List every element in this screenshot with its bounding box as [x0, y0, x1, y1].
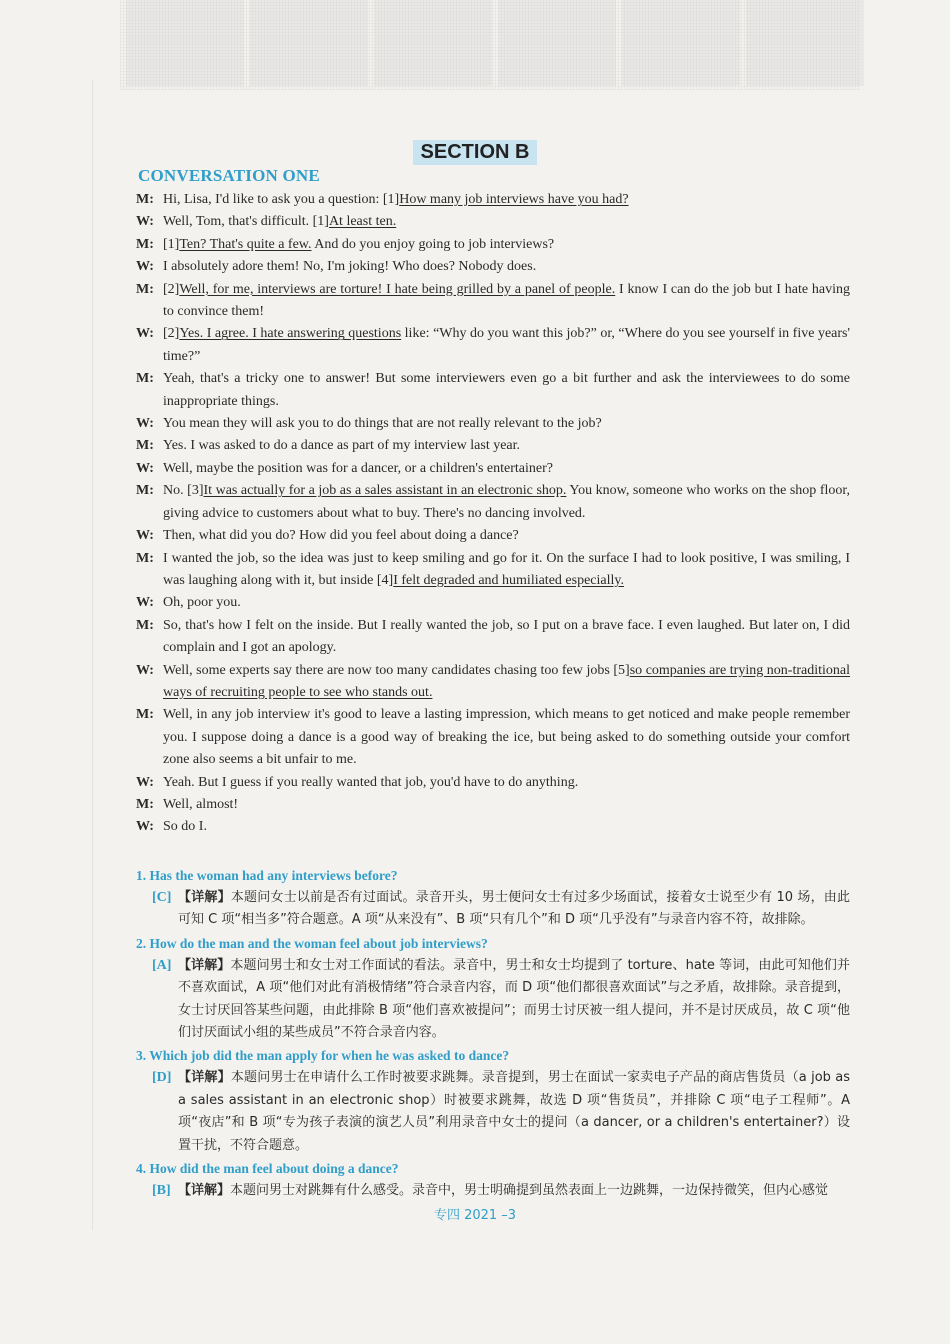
speaker-label: M: — [136, 438, 154, 454]
dialogue-line — [136, 435, 850, 457]
dialogue-text — [163, 480, 850, 525]
speaker-label: M: — [136, 281, 154, 297]
underlined-answer-text: How many job interviews have you had? — [399, 192, 629, 207]
dialogue-segment: Yeah, that's a tricky one to answer! But some interviewers even go a bit further and ask the interviewees to do some inappropriate things. — [163, 371, 850, 409]
dialogue-line — [136, 480, 850, 525]
dialogue-line — [136, 279, 850, 324]
question-text: 2. How do the man and the woman feel about job interviews? — [136, 935, 488, 951]
dialogue-segment: like: “Why do you want this job?” or, “Where do you see yourself in five years' time?” — [163, 326, 851, 364]
answer-letter: [A] — [152, 957, 172, 973]
dialogue-text — [163, 548, 850, 593]
dialogue-line — [136, 794, 850, 816]
dialogue-line — [136, 189, 850, 211]
conversation-title: CONVERSATION ONE — [138, 166, 320, 185]
dialogue-line — [136, 615, 850, 660]
dialogue-segment: Oh, poor you. — [163, 595, 241, 611]
explanation-body: 本题问女士以前是否有过面试。录音开头，男士便问女士有过多少场面试，接着女士说至少有 10 场，由此可知 C 项“相当多”符合题意。A 项“从来没有”、B 项“只有几个”和 D 项“几乎没有”与录音内容不符，故排除。 — [178, 890, 850, 928]
dialogue-text — [163, 256, 850, 278]
dialogue-segment: [1] — [163, 236, 180, 252]
dialogue-text — [163, 704, 850, 771]
dialogue-segment: Well, in any job interview it's good to leave a lasting impression, which means to get noticed and make people remember you. I suppose doing a dance is a good way of breaking the ice, but being asked to do something outside your comfort zone also seems a bit unfair to me. — [163, 707, 850, 768]
dialogue-text — [163, 368, 850, 413]
dialogue-segment: Well, maybe the position was for a dancer, or a children's entertainer? — [163, 460, 553, 476]
question-text: 1. Has the woman had any interviews before? — [136, 868, 398, 883]
speaker-label: M: — [136, 796, 154, 812]
explanation-body: 本题问男士和女士对工作面试的看法。录音中，男士和女士均提到了 torture、hate 等词，由此可知他们并不喜欢面试，A 项“他们对此有消极情绪”符合录音内容，而 D 项“他们都很喜欢面试”与之矛盾，故排除。录音提到，女士讨厌回答某些问题，由此排除 B 项“他们喜欢被提问”；而男士讨厌被一组人提问，并不是讨厌成员，故 C 项“他们讨厌面试小组的某些成员”不符合录音内容。 — [178, 957, 850, 1041]
speaker-label: W: — [136, 774, 154, 790]
dialogue-segment: Well, almost! — [163, 796, 239, 812]
dialogue-line — [136, 368, 850, 413]
underlined-answer-text: It was actually for a job as a sales assistant in an electronic shop. — [203, 483, 567, 499]
page-footer: 专四 2021 –3 — [433, 1208, 517, 1223]
dialogue-line — [136, 234, 850, 256]
speaker-label: W: — [136, 528, 154, 544]
conversation-transcript — [136, 189, 850, 839]
dialogue-line — [136, 211, 850, 233]
explanation-text — [178, 955, 850, 1045]
explanation-tag: 【详解】 — [178, 957, 231, 973]
dialogue-text — [163, 234, 850, 256]
speaker-label: M: — [136, 483, 154, 499]
dialogue-text — [163, 458, 850, 480]
explanation-tag: 【详解】 — [178, 1070, 231, 1086]
section-title: SECTION B — [0, 140, 950, 165]
dialogue-line — [136, 413, 850, 435]
dialogue-segment: I know I can do the job but I hate having to convince them! — [163, 281, 850, 320]
dialogue-text — [163, 816, 850, 838]
dialogue-line — [136, 704, 850, 771]
dialogue-segment: No. [3] — [163, 483, 204, 499]
dialogue-text — [163, 279, 850, 324]
answer-explanation — [136, 1180, 850, 1202]
dialogue-line — [136, 525, 850, 547]
dialogue-line — [136, 256, 850, 278]
dialogue-text — [163, 794, 850, 816]
dialogue-line — [136, 660, 850, 705]
dialogue-segment: You know, someone who works on the shop floor, giving advice to customers about what to buy. There's no dancing involved. — [163, 483, 850, 521]
explanation-text — [178, 1180, 850, 1202]
underlined-answer-text: Well, for me, interviews are torture! I hate being grilled by a panel of people. — [179, 281, 616, 297]
speaker-label: W: — [136, 460, 154, 476]
underlined-answer-text: At least ten. — [328, 214, 397, 230]
dialogue-text — [163, 413, 850, 435]
dialogue-text — [163, 323, 850, 368]
speaker-label: W: — [136, 259, 154, 275]
explanation-text — [178, 887, 850, 932]
dialogue-text — [163, 211, 850, 233]
dialogue-segment: Yes. I was asked to do a dance as part of my interview last year. — [163, 438, 521, 454]
speaker-label: W: — [136, 214, 154, 230]
speaker-label: M: — [136, 550, 154, 566]
answer-letter: [D] — [152, 1070, 172, 1086]
explanation-body: 本题问男士在申请什么工作时被要求跳舞。录音提到，男士在面试一家卖电子产品的商店售货员（a job as a sales assistant in an electronic shop）时被要求跳舞，故选 D 项“售货员”，并排除 C 项“电子工程师”。A 项“夜店”和 B 项“专为孩子表演的演艺人员”利用录音中女士的提问（a dancer, or a children's entertainer?）设置干扰，不符合题意。 — [178, 1070, 850, 1153]
speaker-label: W: — [136, 416, 154, 432]
dialogue-segment: You mean they will ask you to do things that are not really relevant to the job? — [163, 416, 602, 432]
underlined-answer-text: I felt degraded and humiliated especially. — [393, 572, 624, 588]
dialogue-line — [136, 323, 850, 368]
question-list — [136, 864, 850, 1202]
dialogue-text — [163, 525, 850, 547]
explanation-text — [178, 1067, 850, 1157]
speaker-label: M: — [136, 617, 154, 633]
explanation-body: 本题问男士对跳舞有什么感受。录音中，男士明确提到虽然表面上一边跳舞，一边保持微笑，但内心感觉 — [230, 1183, 829, 1199]
dialogue-segment: Yeah. But I guess if you really wanted that job, you'd have to do anything. — [163, 774, 579, 790]
dialogue-line — [136, 772, 850, 794]
dialogue-text — [163, 592, 850, 614]
dialogue-segment: So, that's how I felt on the inside. But I really wanted the job, so I put on a brave face. I even laughed. But later on, I did complain and I got an apology. — [163, 617, 850, 656]
answer-explanation — [136, 1067, 850, 1157]
dialogue-segment: And do you enjoy going to job interviews? — [311, 236, 555, 252]
dialogue-segment: Hi, Lisa, I'd like to ask you a question: [1] — [163, 192, 400, 207]
dialogue-segment: I absolutely adore them! No, I'm joking! Who does? Nobody does. — [163, 259, 537, 275]
dialogue-text — [163, 435, 850, 457]
speaker-label: M: — [136, 707, 154, 723]
speaker-label: M: — [136, 192, 154, 207]
speaker-label: W: — [136, 326, 154, 342]
dialogue-text — [163, 660, 850, 705]
answer-letter: [B] — [152, 1183, 171, 1199]
answer-explanation — [136, 887, 850, 932]
dialogue-line — [136, 592, 850, 614]
speaker-label: W: — [136, 595, 154, 611]
answer-explanation — [136, 955, 850, 1045]
answer-letter: [C] — [152, 890, 172, 905]
underlined-answer-text: so companies are trying non-traditional ways of recruiting people to see who stands out. — [163, 662, 850, 700]
underlined-answer-text: Ten? That's quite a few. — [179, 236, 312, 252]
explanation-tag: 【详解】 — [178, 1183, 231, 1199]
dialogue-line — [136, 458, 850, 480]
dialogue-segment: So do I. — [163, 819, 207, 835]
dialogue-text — [163, 615, 850, 660]
underlined-answer-text: Yes. I agree. I hate answering questions — [179, 326, 402, 342]
dialogue-segment: Then, what did you do? How did you feel about doing a dance? — [163, 528, 519, 544]
dialogue-segment: [2] — [163, 326, 180, 342]
dialogue-segment: Well, some experts say there are now too many candidates chasing too few jobs [5] — [163, 662, 630, 678]
question-text: 3. Which job did the man apply for when he was asked to dance? — [136, 1048, 510, 1064]
dialogue-text — [163, 189, 850, 211]
dialogue-line — [136, 816, 850, 838]
dialogue-segment: I wanted the job, so the idea was just to keep smiling and go for it. On the surface I had to look positive, I was smiling, I was laughing along with it, but inside [4] — [163, 550, 850, 588]
dialogue-text — [163, 772, 850, 794]
question-text: 4. How did the man feel about doing a dance? — [136, 1161, 399, 1177]
speaker-label: W: — [136, 819, 154, 835]
speaker-label: W: — [136, 662, 154, 678]
dialogue-segment: [2] — [163, 281, 180, 297]
speaker-label: M: — [136, 236, 154, 252]
explanation-tag: 【详解】 — [178, 890, 231, 905]
dialogue-line — [136, 548, 850, 593]
speaker-label: M: — [136, 371, 154, 387]
dialogue-segment: Well, Tom, that's difficult. [1] — [163, 214, 329, 230]
